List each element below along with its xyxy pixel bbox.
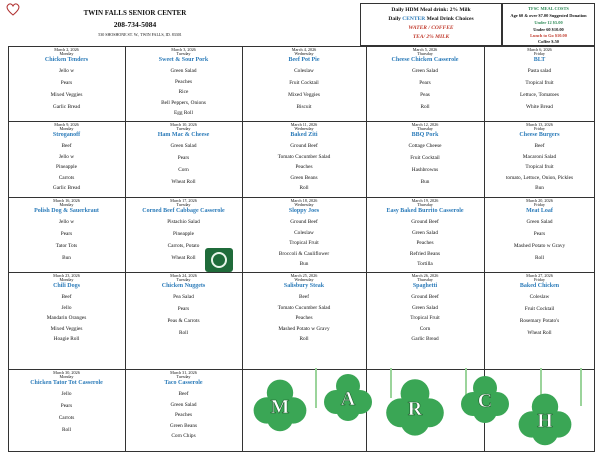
meal-title: Beef Pot Pie	[288, 57, 320, 63]
menu-item: Bun	[535, 185, 544, 192]
menu-item: Pears	[177, 306, 190, 312]
day-date: March 4, 2026	[291, 47, 317, 52]
menu-item: Hoagie Roll	[53, 336, 80, 343]
day-of-week: Friday	[534, 202, 545, 207]
menu-item: Tropical Fruit	[289, 240, 319, 247]
day-of-week: Monday	[59, 202, 74, 207]
costs-title: TFSC MEAL COSTS	[528, 6, 569, 11]
menu-item: Wheat Roll	[171, 255, 196, 261]
center-address: 530 SHOSHONE ST. W., TWIN FALLS, ID. 83301	[98, 32, 182, 37]
day-date: March 9, 2026	[54, 122, 79, 127]
menu-item: Mixed Veggies	[50, 92, 83, 98]
menu-item: Tropical fruit	[525, 164, 554, 171]
menu-item: Bun	[420, 179, 430, 185]
menu-item: Carrots, Potato	[167, 243, 200, 249]
menu-item: Ground Beef	[290, 219, 318, 225]
menu-item: Mandarin Oranges	[46, 315, 87, 322]
menu-item: Peaches	[174, 78, 193, 85]
menu-item: Green Salad	[526, 219, 553, 225]
day-date: March 6, 2026	[527, 47, 552, 52]
march-letter: R	[407, 398, 423, 420]
menu-item: Bun	[299, 261, 309, 268]
menu-item: Wheat Roll	[171, 179, 196, 185]
cost-line: Age 60 & over $7.00 Suggested Donation	[510, 13, 587, 18]
day-of-week: Monday	[59, 126, 74, 131]
center-name: TWIN FALLS SENIOR CENTER	[83, 9, 187, 17]
menu-item: Lettuce, Tomatoes	[520, 92, 559, 98]
heart-logo-icon	[6, 3, 20, 16]
meal-title: Cheese Burgers	[519, 132, 560, 138]
meal-title: Chicken Tenders	[44, 57, 89, 63]
march-letter: H	[537, 410, 553, 432]
menu-item: Pineapple	[56, 164, 77, 171]
menu-item: Pears	[533, 231, 546, 237]
day-date: March 10, 2026	[170, 122, 197, 127]
menu-item: Tomato Cucumber Salad	[277, 153, 331, 160]
menu-item: Carrots	[58, 415, 75, 421]
cost-line: Lunch to Go $10.00	[530, 33, 567, 38]
menu-item: Pea Salad	[173, 294, 194, 300]
meal-title: Chicken Tator Tot Casserole	[30, 380, 103, 386]
center-phone: 208-734-5084	[113, 20, 157, 29]
menu-item: Roll	[534, 255, 545, 261]
menu-item: Ground Beef	[411, 219, 439, 225]
menu-item: Pineapple	[173, 231, 194, 237]
menu-item: Roll	[420, 104, 430, 110]
cost-line: Under 60 $10.00	[533, 27, 564, 32]
day-of-week: Thursday	[417, 277, 433, 282]
meal-title: Chili Dogs	[53, 283, 80, 289]
ribbon-post	[580, 368, 582, 406]
meal-title: Sloppy Joes	[288, 208, 320, 214]
meal-title: Ham Mac & Cheese	[157, 132, 210, 138]
day-date: March 12, 2026	[411, 122, 439, 127]
menu-item: Roll	[299, 185, 309, 192]
menu-item: Mashed Potato w Gravy	[513, 243, 566, 249]
day-of-week: Thursday	[417, 51, 433, 56]
menu-item: Pears	[60, 231, 73, 237]
menu-item: Peaches	[295, 164, 313, 171]
menu-item: Coleslaw	[529, 294, 550, 300]
day-of-week: Tuesday	[176, 202, 191, 207]
menu-item: Broccoli & Cauliflower	[278, 250, 330, 257]
menu-item: Pistachio Salad	[167, 219, 200, 225]
menu-item: Pasta salad	[527, 68, 552, 74]
menu-item: Refried Beans	[409, 250, 441, 257]
menu-item: Pears	[60, 403, 73, 409]
day-date: March 27, 2026	[526, 273, 553, 278]
menu-item: Corn	[419, 325, 431, 332]
menu-item: Mashed Potato w Gravy	[278, 325, 330, 332]
ribbon-post	[540, 368, 542, 396]
day-of-week: Thursday	[417, 126, 433, 131]
day-of-week: Tuesday	[176, 374, 191, 379]
march-letter: C	[477, 390, 493, 412]
menu-item: Fruit Cocktail	[524, 306, 555, 312]
day-date: March 30, 2026	[53, 370, 80, 375]
menu-item: Corn	[178, 167, 189, 173]
menu-item: Beef	[178, 391, 189, 397]
day-of-week: Wednesday	[294, 126, 314, 131]
meal-title: Meat Loaf	[526, 208, 553, 214]
meal-title: Taco Casserole	[164, 380, 203, 386]
menu-item: Hashbrowns	[411, 167, 439, 173]
menu-item: Tomato Cucumber Salad	[277, 304, 331, 311]
menu-item: Peaches	[295, 315, 313, 322]
meal-title: Corned Beef Cabbage Casserole	[142, 208, 225, 214]
day-of-week: Thursday	[417, 202, 433, 207]
menu-item: Beef	[534, 143, 545, 149]
menu-item: Roll	[61, 427, 72, 433]
meal-title: Cheese Chicken Casserole	[391, 57, 459, 63]
day-date: March 18, 2026	[290, 198, 318, 203]
meal-title: BLT	[533, 57, 546, 63]
menu-item: Biscuit	[296, 104, 312, 110]
menu-item: Egg Roll	[174, 110, 193, 117]
menu-item: Carrots	[58, 174, 75, 181]
menu-item: Jello w	[58, 68, 75, 74]
hdm-drink-line: Daily HDM Meal drink: 2% Milk	[391, 7, 471, 13]
meal-costs-box	[502, 3, 595, 46]
ribbon-post	[390, 368, 392, 398]
day-date: March 17, 2026	[170, 198, 197, 203]
center-drink-line: Daily CENTER Meal Drink Choices	[388, 16, 474, 22]
cost-line: Coffee $.50	[538, 39, 559, 44]
menu-item: White Bread	[526, 104, 553, 110]
march-shamrock-decoration	[240, 368, 595, 452]
day-of-week: Tuesday	[176, 51, 191, 56]
meal-title: Chicken Nuggets	[161, 283, 206, 289]
menu-item: Tropical Fruit	[410, 315, 440, 322]
meal-title: Spaghetti	[412, 283, 438, 289]
menu-item: Beef	[61, 294, 72, 300]
day-date: March 11, 2026	[290, 122, 318, 127]
day-date: March 25, 2026	[290, 273, 318, 278]
menu-item: Green Salad	[411, 68, 439, 74]
menu-item: Ground Beef	[411, 294, 439, 300]
day-of-week: Tuesday	[176, 126, 191, 131]
menu-item: Peas	[420, 92, 430, 98]
menu-item: Green Beans	[290, 174, 318, 181]
menu-item: Rosemary Potato's	[519, 318, 560, 324]
menu-item: Garlic Bread	[52, 104, 81, 110]
menu-item: Pears	[177, 155, 190, 161]
menu-item: Tropical fruit	[525, 80, 554, 86]
menu-item: Rice	[178, 89, 189, 96]
drinks-box	[360, 3, 502, 46]
menu-item: Pears	[60, 80, 73, 86]
meal-title: Baked Chicken	[519, 283, 560, 289]
menu-item: Corn Chips	[171, 433, 196, 440]
menu-item: Tortilla	[417, 261, 433, 268]
day-of-week: Friday	[534, 277, 545, 282]
menu-item: Coleslaw	[294, 229, 314, 236]
menu-item: Jello	[61, 304, 72, 311]
drink-choices-2: TEA/ 2% MILK	[412, 34, 450, 40]
menu-item: Green Salad	[411, 304, 439, 311]
day-of-week: Wednesday	[294, 51, 314, 56]
menu-item: Ground Beef	[290, 143, 318, 149]
ribbon-post	[315, 368, 317, 408]
meal-title: Easy Baked Burrito Casserole	[386, 208, 464, 214]
day-of-week: Friday	[534, 51, 545, 56]
menu-item: Tator Tots	[55, 243, 78, 249]
day-of-week: Monday	[59, 51, 74, 56]
grid-column-divider	[125, 46, 126, 452]
day-date: March 5, 2026	[412, 47, 438, 52]
menu-item: Coleslaw	[294, 68, 314, 74]
menu-item: Garlic Bread	[52, 185, 81, 192]
day-of-week: Monday	[59, 277, 74, 282]
menu-item: Mixed Veggies	[288, 92, 320, 98]
menu-item: Bell Peppers, Onions	[161, 99, 206, 106]
menu-item: Green Beans	[169, 422, 198, 429]
day-date: March 3, 2026	[171, 47, 196, 52]
menu-item: Roll	[178, 330, 189, 336]
day-date: March 26, 2026	[411, 273, 439, 278]
menu-item: Bun	[62, 255, 71, 261]
day-date: March 19, 2026	[411, 198, 439, 203]
meal-title: Stroganoff	[52, 132, 81, 138]
meal-title: Salisbury Steak	[283, 283, 325, 289]
cost-line: Under 12 $5.00	[534, 20, 563, 25]
meal-title: Polish Dog & Sauerkraut	[34, 208, 99, 214]
menu-item: Green Salad	[411, 229, 439, 236]
menu-item: Green Salad	[170, 68, 197, 74]
day-date: March 2, 2026	[54, 47, 79, 52]
day-date: March 24, 2026	[170, 273, 197, 278]
drink-choices-1: WATER / COFFEE	[408, 25, 454, 31]
menu-item: Wheat Roll	[527, 330, 552, 336]
menu-item: Mixed Veggies	[50, 325, 83, 332]
day-date: March 23, 2026	[53, 273, 80, 278]
day-of-week: Monday	[59, 374, 74, 379]
menu-item: Jello	[61, 391, 72, 397]
menu-item: Cottage Cheese	[408, 143, 442, 149]
menu-item: Fruit Cocktail	[289, 80, 319, 86]
menu-item: Green Salad	[170, 143, 197, 149]
shamrock-badge-icon	[205, 248, 233, 272]
day-of-week: Tuesday	[176, 277, 191, 282]
menu-item: tomato, Lettuce, Onion, Pickles	[505, 174, 574, 181]
march-letter: M	[270, 396, 290, 418]
menu-item: Peaches	[416, 240, 434, 247]
menu-item: Beef	[299, 294, 309, 300]
meal-title: Sweet & Sour Pork	[158, 57, 209, 63]
menu-item: Jello w	[58, 219, 75, 225]
day-date: March 31, 2026	[170, 370, 197, 375]
day-of-week: Wednesday	[294, 277, 314, 282]
menu-item: Roll	[299, 336, 309, 343]
menu-item: Garlic Bread	[411, 336, 439, 343]
menu-item: Fruit Cocktail	[410, 155, 440, 161]
day-date: March 20, 2026	[526, 198, 553, 203]
menu-item: Peas & Carrots	[167, 318, 200, 324]
menu-item: Beef	[61, 143, 72, 149]
menu-item: Peaches	[174, 412, 193, 419]
day-date: March 16, 2026	[53, 198, 80, 203]
menu-item: Pears	[419, 80, 431, 86]
day-of-week: Wednesday	[294, 202, 314, 207]
meal-title: BBQ Pork	[411, 132, 439, 138]
march-letter: A	[340, 388, 356, 410]
menu-item: Jello w	[58, 153, 75, 160]
day-of-week: Friday	[534, 126, 545, 131]
day-date: March 13, 2026	[526, 122, 553, 127]
menu-item: Green Salad	[170, 401, 197, 408]
menu-item: Macaroni Salad	[522, 153, 557, 160]
meal-title: Baked Ziti	[290, 132, 318, 138]
